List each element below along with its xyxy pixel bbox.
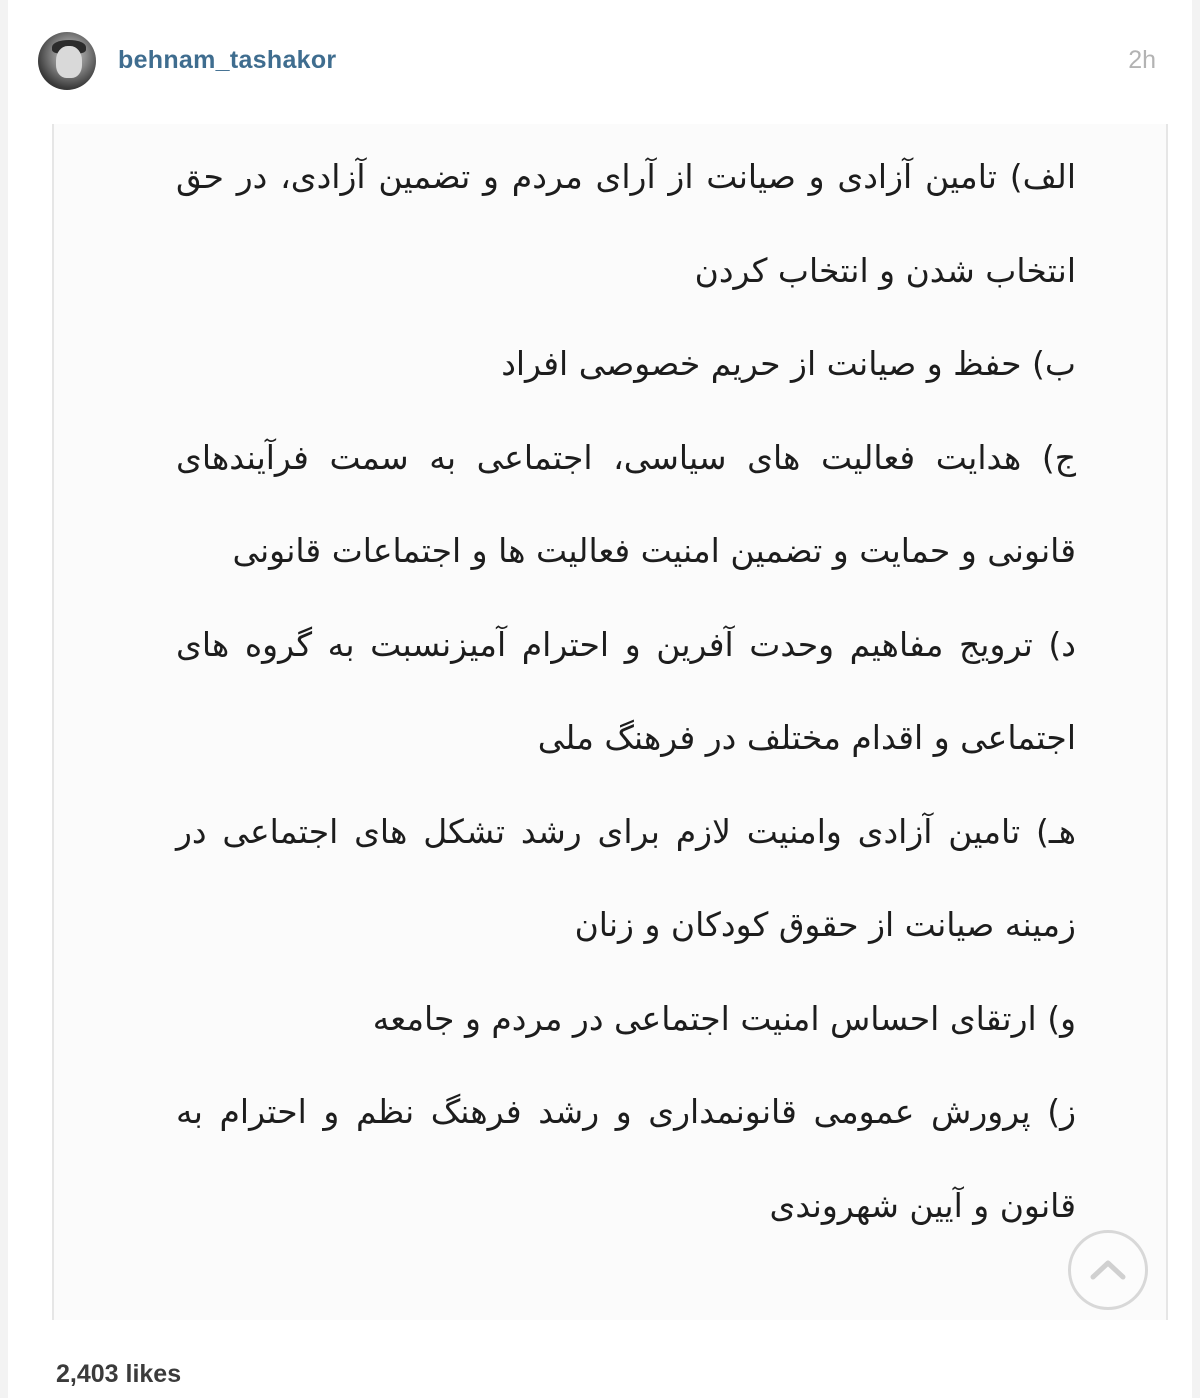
paragraph-ze: ز) پرورش عمومی قانونمداری و رشد فرهنگ نظم و احترام به قانون و آیین شهروندی bbox=[176, 1092, 1076, 1225]
paragraph-jim: ج) هدایت فعالیت های سیاسی، اجتماعی به سمت فرآیندهای قانونی و حمایت و تضمین امنیت فعالیت ها و اجتماعات قانونی bbox=[176, 437, 1076, 570]
username-link[interactable]: behnam_tashakor bbox=[118, 46, 337, 74]
paragraph-be: ب) حفظ و صیانت از حریم خصوصی افراد bbox=[501, 344, 1076, 383]
paragraph-he: هـ) تامین آزادی وامنیت لازم برای رشد تشکل های اجتماعی در زمینه صیانت از حقوق کودکان و زنان bbox=[176, 811, 1076, 944]
chevron-up-icon bbox=[1085, 1247, 1131, 1293]
paragraph-dal: د) ترویج مفاهیم وحدت آفرین و احترام آمیزنسبت به گروه های اجتماعی و اقدام مختلف در فرهنگ ملی bbox=[176, 624, 1076, 757]
avatar[interactable] bbox=[38, 32, 96, 90]
image-text-block bbox=[176, 130, 1076, 1252]
post-timestamp: 2h bbox=[1128, 46, 1156, 74]
post-card bbox=[8, 0, 1192, 1398]
paragraph-alef: الف) تامین آزادی و صیانت از آرای مردم و تضمین آزادی، در حق انتخاب شدن و انتخاب کردن bbox=[176, 157, 1076, 290]
post-header bbox=[8, 0, 1192, 124]
avatar-face bbox=[56, 46, 82, 78]
post-image bbox=[52, 124, 1168, 1320]
post-footer bbox=[8, 1320, 1192, 1398]
scroll-to-top-button[interactable] bbox=[1068, 1230, 1148, 1310]
likes-count[interactable]: 2,403 likes bbox=[56, 1360, 182, 1388]
paragraph-vav: و) ارتقای احساس امنیت اجتماعی در مردم و جامعه bbox=[372, 998, 1076, 1038]
